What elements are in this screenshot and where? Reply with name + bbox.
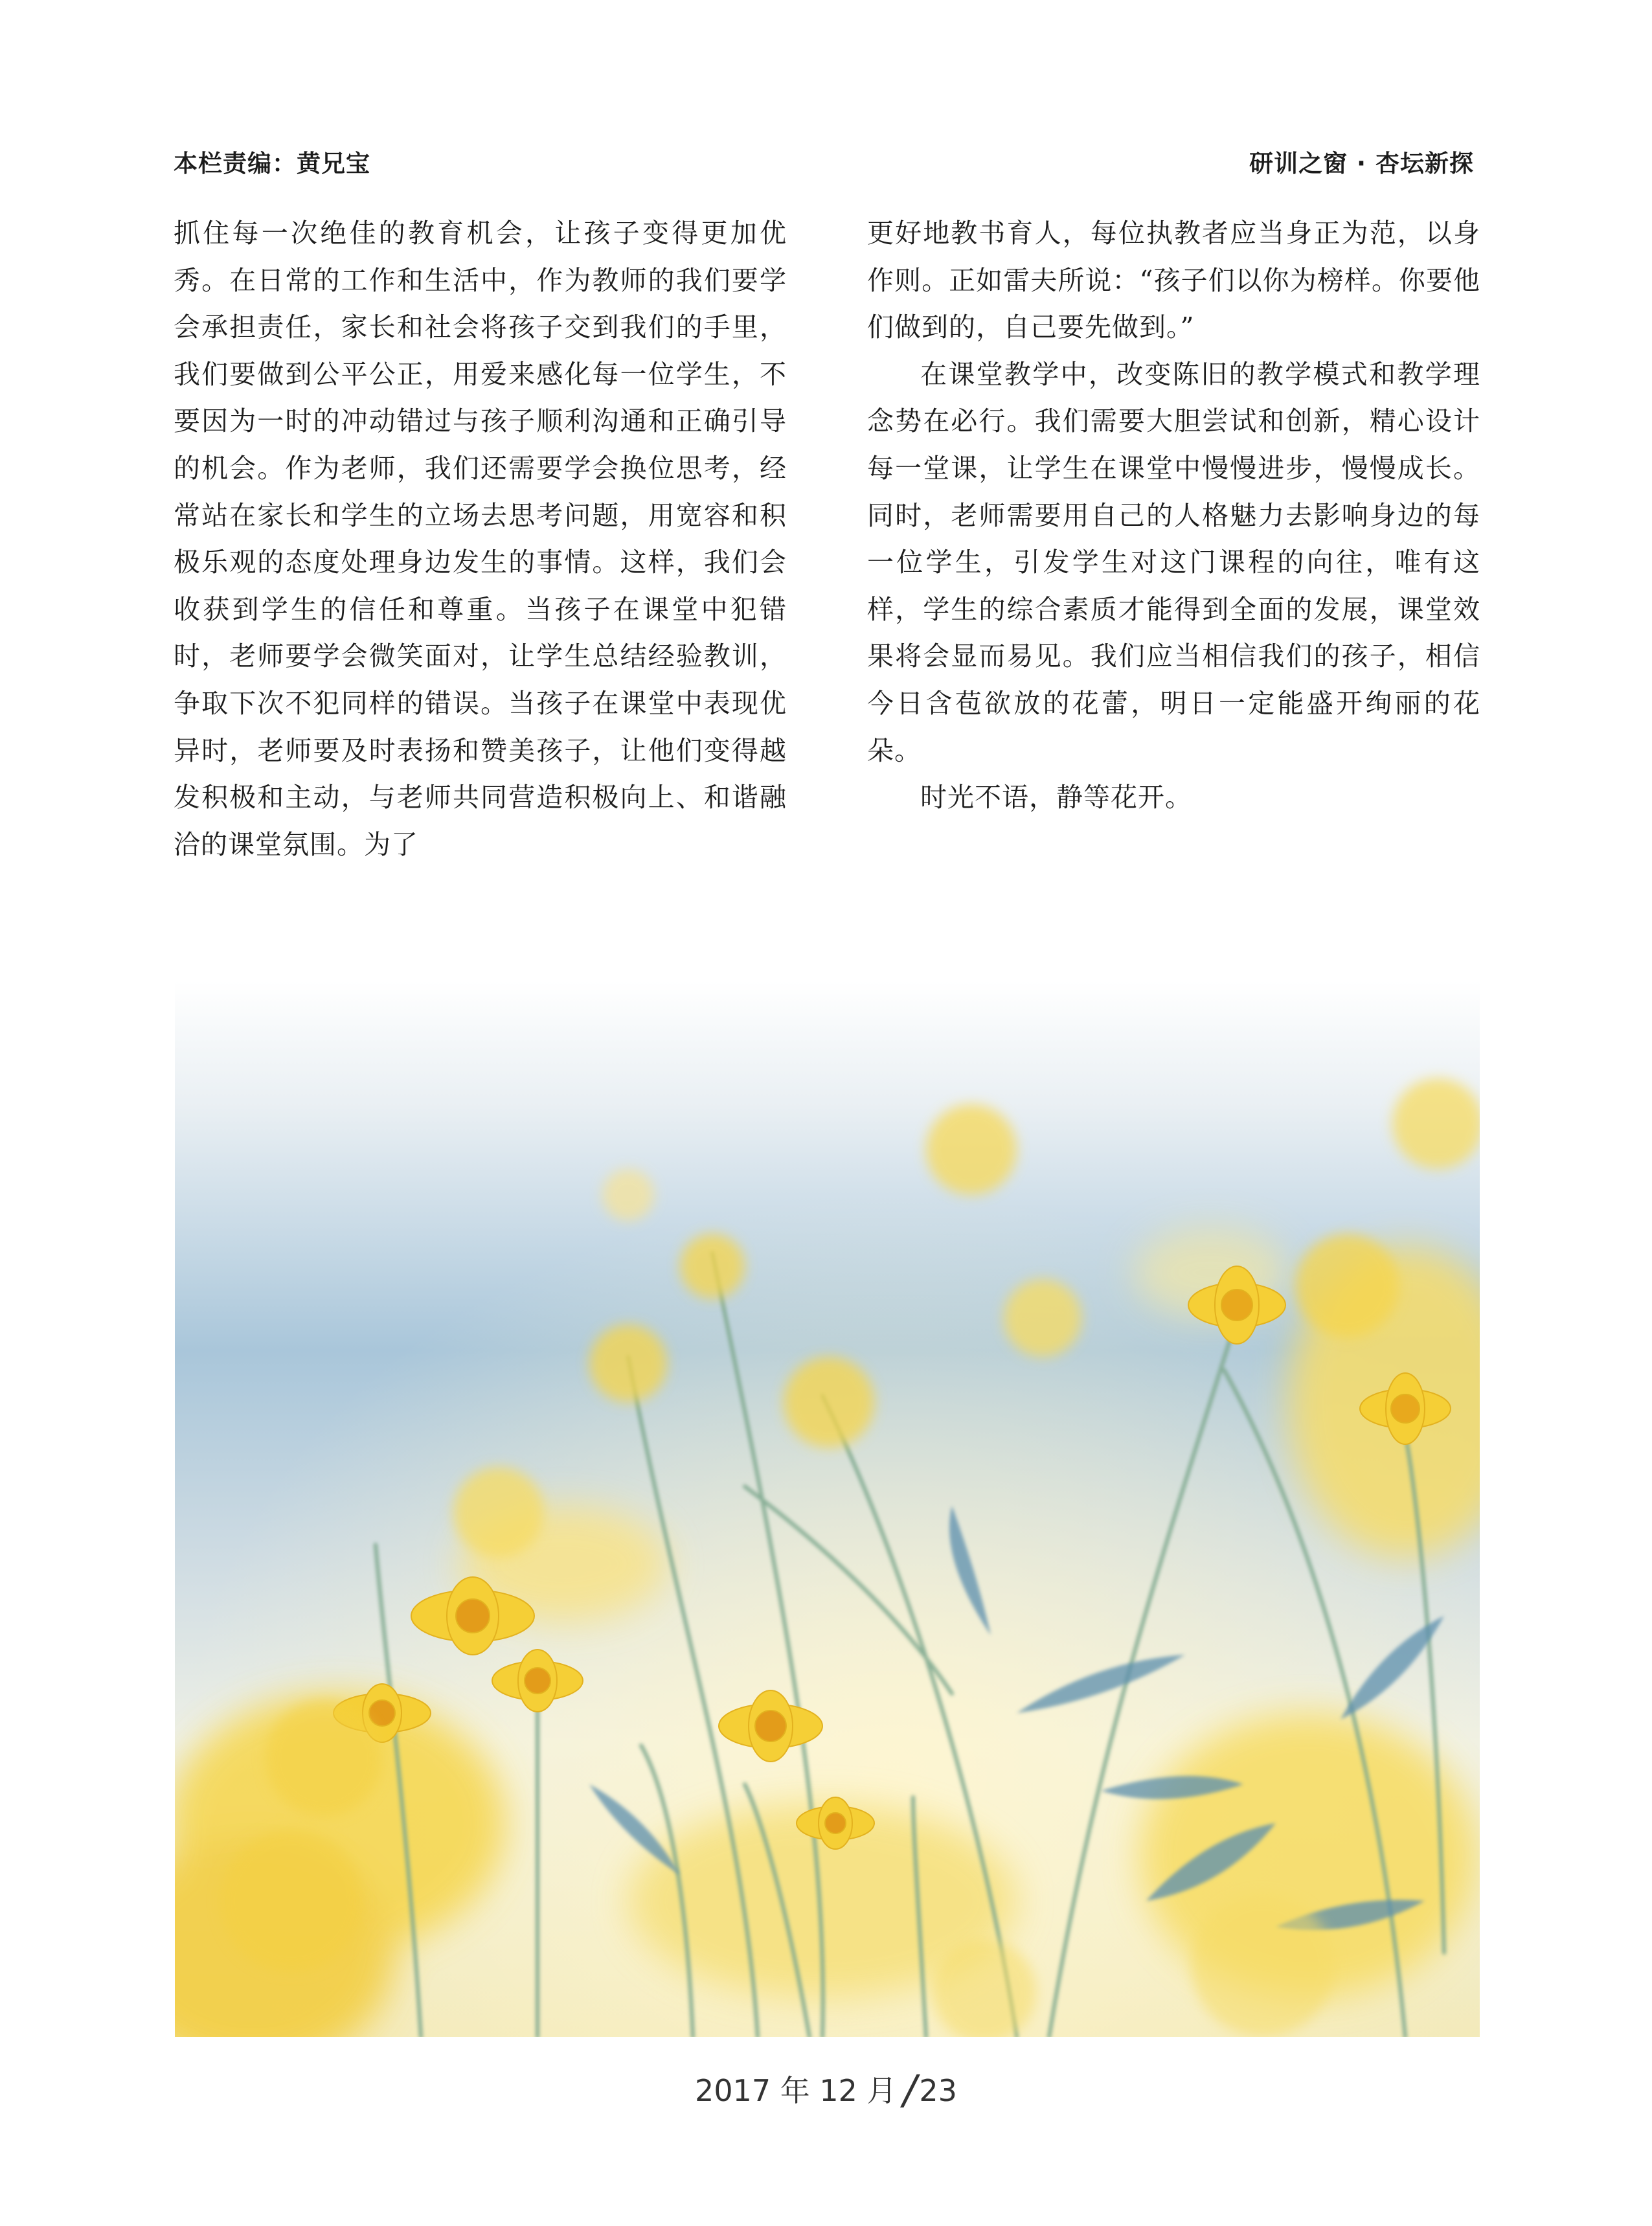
article-paragraph: 更好地教书育人，每位执教者应当身正为范，以身作则。正如雷夫所说：“孩子们以你为榜样。你要他们做到的，自己要先做到。” <box>867 218 1480 343</box>
page-number: 23 <box>919 2073 957 2108</box>
article-left-column <box>174 210 787 868</box>
flower-photo <box>175 981 1480 2037</box>
footer-separator: / <box>903 2066 917 2113</box>
article-paragraph: 在课堂教学中，改变陈旧的教学模式和教学理念势在必行。我们需要大胆尝试和创新，精心设计每一堂课，让学生在课堂中慢慢进步，慢慢成长。同时，老师需要用自己的人格魅力去影响身边的每一位学生，引发学生对这门课程的向往，唯有这样，学生的综合素质才能得到全面的发展，课堂效果将会显而易见。我们应当相信我们的孩子，相信今日含苞欲放的花蕾，明日一定能盛开绚丽的花朵。 <box>867 358 1480 766</box>
section-title: 研训之窗 · 杏坛新探 <box>1249 150 1474 177</box>
page-footer <box>0 2066 1652 2113</box>
article-paragraph: 时光不语，静等花开。 <box>920 782 1192 813</box>
issue-date: 2017 年 12 月 <box>695 2073 897 2108</box>
article-right-column <box>867 210 1480 821</box>
flower-photo-illustration <box>175 981 1480 2037</box>
column-editor: 本栏责编：黄兄宝 <box>174 150 370 177</box>
article-paragraph: 抓住每一次绝佳的教育机会，让孩子变得更加优秀。在日常的工作和生活中，作为教师的我们要学会承担责任，家长和社会将孩子交到我们的手里，我们要做到公平公正，用爱来感化每一位学生，不要因为一时的冲动错过与孩子顺利沟通和正确引导的机会。作为老师，我们还需要学会换位思考，经常站在家长和学生的立场去思考问题，用宽容和积极乐观的态度处理身边发生的事情。这样，我们会收获到学生的信任和尊重。当孩子在课堂中犯错时，老师要学会微笑面对，让学生总结经验教训，争取下次不犯同样的错误。当孩子在课堂中表现优异时，老师要及时表扬和赞美孩子，让他们变得越发积极和主动，与老师共同营造积极向上、和谐融洽的课堂氛围。为了 <box>174 218 787 860</box>
